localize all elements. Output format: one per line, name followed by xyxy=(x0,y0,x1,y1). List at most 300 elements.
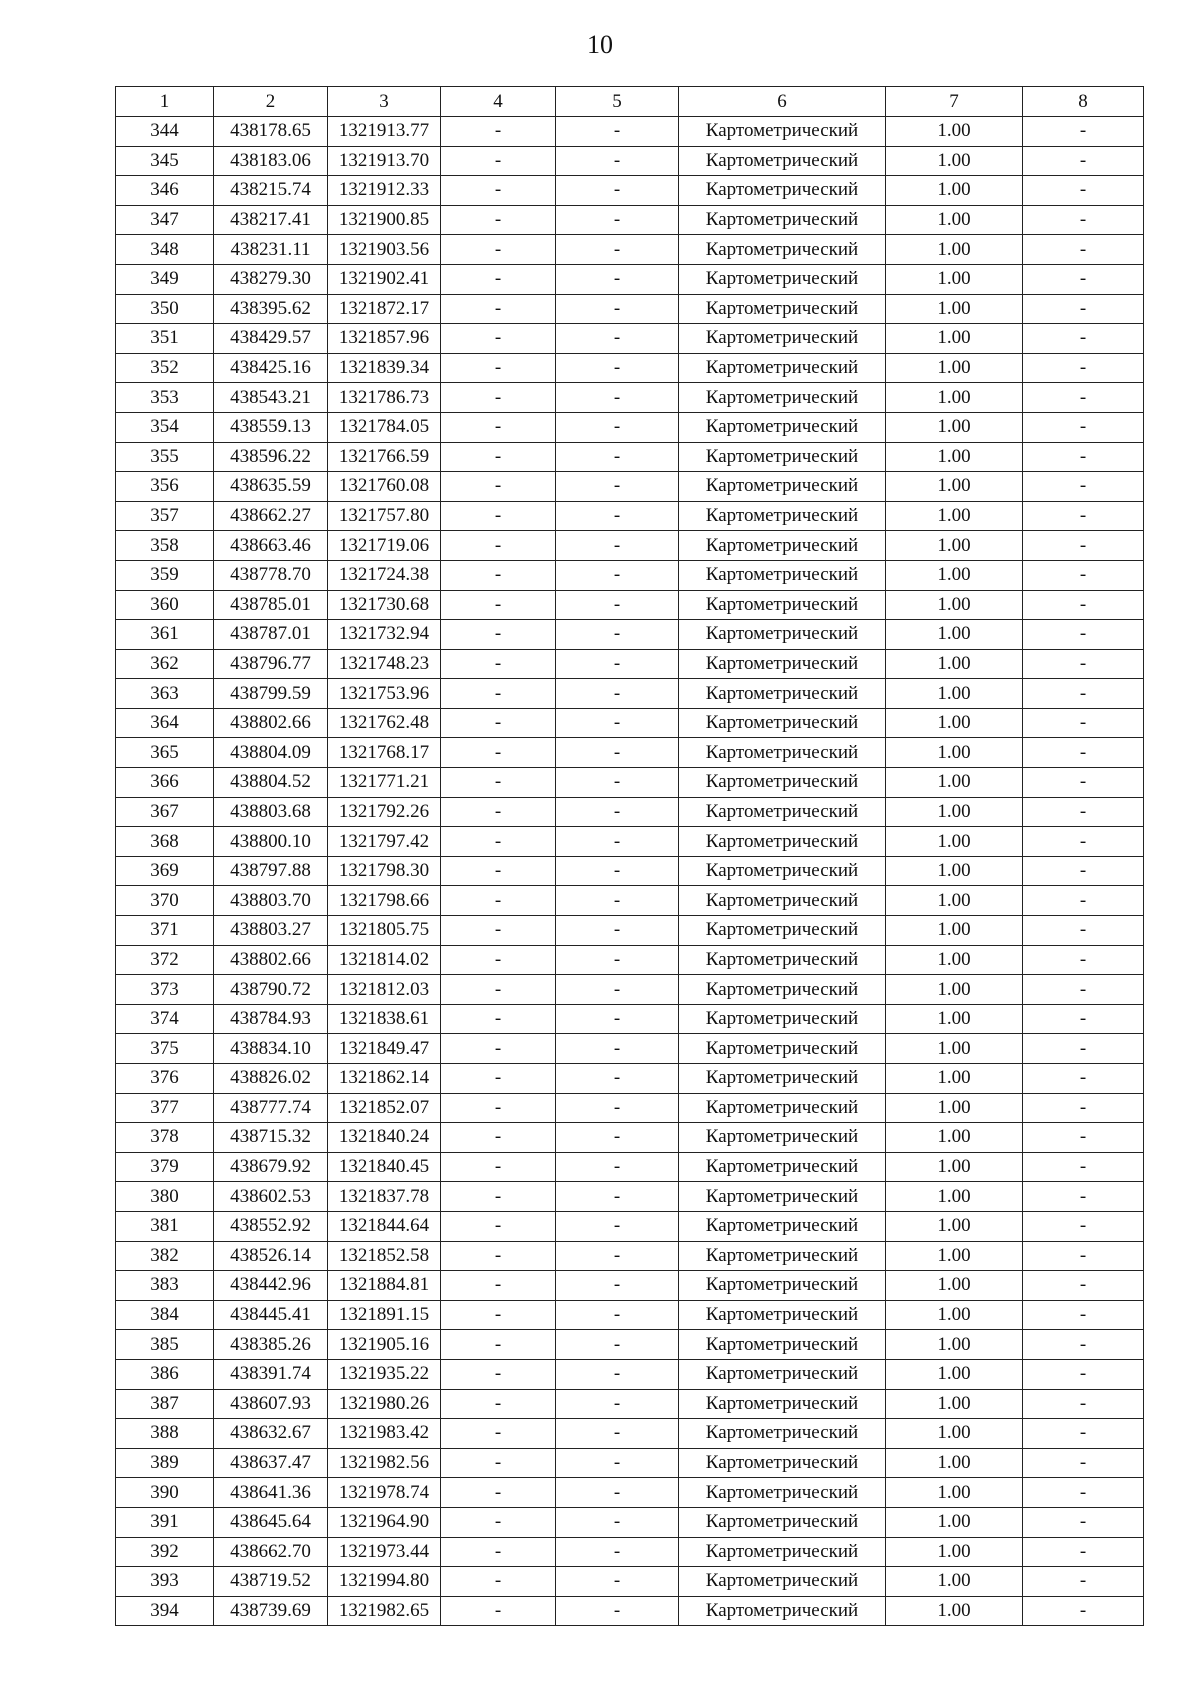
table-row xyxy=(116,353,1144,383)
cell-y-coordinate: 1321912.33 xyxy=(328,176,441,206)
cell-y-coordinate: 1321935.22 xyxy=(328,1359,441,1389)
cell-point-number: 369 xyxy=(116,856,214,886)
cell-y-coordinate: 1321792.26 xyxy=(328,797,441,827)
cell-col-5: - xyxy=(556,649,679,679)
cell-col-5: - xyxy=(556,442,679,472)
cell-col-8: - xyxy=(1023,117,1144,147)
cell-x-coordinate: 438217.41 xyxy=(214,205,328,235)
cell-accuracy: 1.00 xyxy=(886,1567,1023,1597)
cell-col-8: - xyxy=(1023,1241,1144,1271)
cell-method: Картометрический xyxy=(679,294,886,324)
cell-accuracy: 1.00 xyxy=(886,146,1023,176)
cell-accuracy: 1.00 xyxy=(886,1389,1023,1419)
table-row xyxy=(116,708,1144,738)
cell-col-5: - xyxy=(556,1389,679,1419)
cell-x-coordinate: 438279.30 xyxy=(214,264,328,294)
cell-method: Картометрический xyxy=(679,1211,886,1241)
cell-y-coordinate: 1321964.90 xyxy=(328,1507,441,1537)
table-row xyxy=(116,1211,1144,1241)
cell-col-5: - xyxy=(556,1448,679,1478)
cell-point-number: 344 xyxy=(116,117,214,147)
cell-point-number: 391 xyxy=(116,1507,214,1537)
cell-col-8: - xyxy=(1023,1034,1144,1064)
cell-y-coordinate: 1321840.24 xyxy=(328,1123,441,1153)
cell-point-number: 349 xyxy=(116,264,214,294)
cell-col-8: - xyxy=(1023,738,1144,768)
cell-y-coordinate: 1321884.81 xyxy=(328,1271,441,1301)
cell-x-coordinate: 438445.41 xyxy=(214,1300,328,1330)
cell-x-coordinate: 438778.70 xyxy=(214,560,328,590)
cell-accuracy: 1.00 xyxy=(886,886,1023,916)
cell-y-coordinate: 1321732.94 xyxy=(328,620,441,650)
cell-point-number: 364 xyxy=(116,708,214,738)
cell-x-coordinate: 438802.66 xyxy=(214,708,328,738)
cell-col-8: - xyxy=(1023,353,1144,383)
table-row xyxy=(116,501,1144,531)
cell-col-4: - xyxy=(441,1123,556,1153)
cell-method: Картометрический xyxy=(679,1241,886,1271)
cell-accuracy: 1.00 xyxy=(886,975,1023,1005)
cell-point-number: 381 xyxy=(116,1211,214,1241)
cell-x-coordinate: 438804.09 xyxy=(214,738,328,768)
cell-col-8: - xyxy=(1023,1448,1144,1478)
cell-x-coordinate: 438800.10 xyxy=(214,827,328,857)
cell-y-coordinate: 1321839.34 xyxy=(328,353,441,383)
cell-accuracy: 1.00 xyxy=(886,827,1023,857)
cell-accuracy: 1.00 xyxy=(886,856,1023,886)
table-row xyxy=(116,205,1144,235)
cell-method: Картометрический xyxy=(679,1478,886,1508)
cell-method: Картометрический xyxy=(679,1596,886,1626)
cell-accuracy: 1.00 xyxy=(886,1241,1023,1271)
cell-col-5: - xyxy=(556,1241,679,1271)
cell-col-8: - xyxy=(1023,590,1144,620)
table-row xyxy=(116,1241,1144,1271)
cell-col-5: - xyxy=(556,117,679,147)
cell-method: Картометрический xyxy=(679,442,886,472)
cell-y-coordinate: 1321797.42 xyxy=(328,827,441,857)
table-row xyxy=(116,117,1144,147)
cell-col-8: - xyxy=(1023,531,1144,561)
cell-col-5: - xyxy=(556,472,679,502)
cell-col-4: - xyxy=(441,856,556,886)
cell-point-number: 361 xyxy=(116,620,214,650)
cell-x-coordinate: 438385.26 xyxy=(214,1330,328,1360)
table-row xyxy=(116,649,1144,679)
cell-col-4: - xyxy=(441,442,556,472)
cell-y-coordinate: 1321784.05 xyxy=(328,412,441,442)
cell-accuracy: 1.00 xyxy=(886,176,1023,206)
cell-x-coordinate: 438787.01 xyxy=(214,620,328,650)
cell-y-coordinate: 1321872.17 xyxy=(328,294,441,324)
cell-col-8: - xyxy=(1023,768,1144,798)
cell-accuracy: 1.00 xyxy=(886,590,1023,620)
cell-y-coordinate: 1321730.68 xyxy=(328,590,441,620)
cell-y-coordinate: 1321983.42 xyxy=(328,1419,441,1449)
table-header-row xyxy=(116,87,1144,117)
cell-col-4: - xyxy=(441,1064,556,1094)
cell-col-4: - xyxy=(441,353,556,383)
cell-method: Картометрический xyxy=(679,383,886,413)
cell-y-coordinate: 1321852.58 xyxy=(328,1241,441,1271)
cell-x-coordinate: 438739.69 xyxy=(214,1596,328,1626)
cell-col-5: - xyxy=(556,324,679,354)
cell-point-number: 348 xyxy=(116,235,214,265)
cell-col-8: - xyxy=(1023,1182,1144,1212)
cell-y-coordinate: 1321973.44 xyxy=(328,1537,441,1567)
cell-col-5: - xyxy=(556,1330,679,1360)
table-row xyxy=(116,1330,1144,1360)
cell-col-4: - xyxy=(441,294,556,324)
table-row xyxy=(116,383,1144,413)
cell-col-5: - xyxy=(556,856,679,886)
cell-col-4: - xyxy=(441,649,556,679)
cell-x-coordinate: 438662.70 xyxy=(214,1537,328,1567)
cell-method: Картометрический xyxy=(679,768,886,798)
cell-col-5: - xyxy=(556,1359,679,1389)
cell-col-8: - xyxy=(1023,1152,1144,1182)
cell-y-coordinate: 1321900.85 xyxy=(328,205,441,235)
cell-col-8: - xyxy=(1023,886,1144,916)
cell-method: Картометрический xyxy=(679,1419,886,1449)
cell-method: Картометрический xyxy=(679,1537,886,1567)
cell-x-coordinate: 438442.96 xyxy=(214,1271,328,1301)
cell-method: Картометрический xyxy=(679,1123,886,1153)
cell-method: Картометрический xyxy=(679,797,886,827)
table-row xyxy=(116,146,1144,176)
cell-method: Картометрический xyxy=(679,1004,886,1034)
cell-x-coordinate: 438826.02 xyxy=(214,1064,328,1094)
cell-point-number: 363 xyxy=(116,679,214,709)
cell-y-coordinate: 1321902.41 xyxy=(328,264,441,294)
cell-accuracy: 1.00 xyxy=(886,1507,1023,1537)
table-row xyxy=(116,1507,1144,1537)
table-row xyxy=(116,1004,1144,1034)
cell-y-coordinate: 1321757.80 xyxy=(328,501,441,531)
cell-point-number: 383 xyxy=(116,1271,214,1301)
table-row xyxy=(116,1093,1144,1123)
cell-point-number: 390 xyxy=(116,1478,214,1508)
cell-col-5: - xyxy=(556,1537,679,1567)
cell-col-5: - xyxy=(556,1123,679,1153)
cell-point-number: 377 xyxy=(116,1093,214,1123)
cell-col-8: - xyxy=(1023,1567,1144,1597)
cell-col-5: - xyxy=(556,1567,679,1597)
cell-x-coordinate: 438635.59 xyxy=(214,472,328,502)
cell-col-5: - xyxy=(556,560,679,590)
cell-col-8: - xyxy=(1023,294,1144,324)
cell-point-number: 362 xyxy=(116,649,214,679)
cell-col-5: - xyxy=(556,975,679,1005)
cell-accuracy: 1.00 xyxy=(886,1359,1023,1389)
cell-y-coordinate: 1321978.74 xyxy=(328,1478,441,1508)
cell-y-coordinate: 1321753.96 xyxy=(328,679,441,709)
cell-point-number: 373 xyxy=(116,975,214,1005)
cell-point-number: 367 xyxy=(116,797,214,827)
cell-point-number: 370 xyxy=(116,886,214,916)
cell-y-coordinate: 1321768.17 xyxy=(328,738,441,768)
cell-point-number: 358 xyxy=(116,531,214,561)
cell-col-4: - xyxy=(441,472,556,502)
cell-accuracy: 1.00 xyxy=(886,738,1023,768)
cell-col-5: - xyxy=(556,1300,679,1330)
cell-x-coordinate: 438178.65 xyxy=(214,117,328,147)
column-header-1: 1 xyxy=(116,87,214,117)
table-row xyxy=(116,1567,1144,1597)
cell-method: Картометрический xyxy=(679,649,886,679)
cell-col-5: - xyxy=(556,1182,679,1212)
cell-col-4: - xyxy=(441,1093,556,1123)
cell-y-coordinate: 1321786.73 xyxy=(328,383,441,413)
cell-y-coordinate: 1321814.02 xyxy=(328,945,441,975)
cell-col-4: - xyxy=(441,412,556,442)
cell-col-8: - xyxy=(1023,235,1144,265)
cell-accuracy: 1.00 xyxy=(886,1004,1023,1034)
cell-y-coordinate: 1321852.07 xyxy=(328,1093,441,1123)
cell-point-number: 385 xyxy=(116,1330,214,1360)
cell-accuracy: 1.00 xyxy=(886,117,1023,147)
cell-col-4: - xyxy=(441,1507,556,1537)
table-row xyxy=(116,264,1144,294)
cell-accuracy: 1.00 xyxy=(886,1271,1023,1301)
cell-method: Картометрический xyxy=(679,738,886,768)
cell-accuracy: 1.00 xyxy=(886,1211,1023,1241)
cell-point-number: 387 xyxy=(116,1389,214,1419)
cell-point-number: 371 xyxy=(116,916,214,946)
cell-col-5: - xyxy=(556,1271,679,1301)
cell-col-4: - xyxy=(441,383,556,413)
cell-y-coordinate: 1321724.38 xyxy=(328,560,441,590)
cell-col-4: - xyxy=(441,738,556,768)
cell-method: Картометрический xyxy=(679,1507,886,1537)
table-row xyxy=(116,560,1144,590)
cell-col-4: - xyxy=(441,1211,556,1241)
cell-point-number: 353 xyxy=(116,383,214,413)
cell-col-8: - xyxy=(1023,1093,1144,1123)
cell-accuracy: 1.00 xyxy=(886,1537,1023,1567)
cell-col-8: - xyxy=(1023,856,1144,886)
cell-x-coordinate: 438796.77 xyxy=(214,649,328,679)
table-row xyxy=(116,1064,1144,1094)
cell-col-4: - xyxy=(441,1596,556,1626)
cell-point-number: 355 xyxy=(116,442,214,472)
cell-col-8: - xyxy=(1023,1359,1144,1389)
cell-col-4: - xyxy=(441,1537,556,1567)
cell-y-coordinate: 1321857.96 xyxy=(328,324,441,354)
table-row xyxy=(116,1596,1144,1626)
cell-point-number: 350 xyxy=(116,294,214,324)
cell-x-coordinate: 438663.46 xyxy=(214,531,328,561)
cell-method: Картометрический xyxy=(679,117,886,147)
cell-col-8: - xyxy=(1023,1507,1144,1537)
cell-y-coordinate: 1321840.45 xyxy=(328,1152,441,1182)
cell-col-8: - xyxy=(1023,1330,1144,1360)
cell-x-coordinate: 438552.92 xyxy=(214,1211,328,1241)
cell-col-8: - xyxy=(1023,1064,1144,1094)
cell-col-5: - xyxy=(556,294,679,324)
cell-method: Картометрический xyxy=(679,1359,886,1389)
table-row xyxy=(116,886,1144,916)
table-row xyxy=(116,916,1144,946)
cell-col-5: - xyxy=(556,1596,679,1626)
cell-y-coordinate: 1321771.21 xyxy=(328,768,441,798)
cell-accuracy: 1.00 xyxy=(886,679,1023,709)
cell-point-number: 351 xyxy=(116,324,214,354)
cell-method: Картометрический xyxy=(679,916,886,946)
cell-y-coordinate: 1321798.66 xyxy=(328,886,441,916)
table-row xyxy=(116,620,1144,650)
table-body xyxy=(116,117,1144,1626)
cell-x-coordinate: 438803.27 xyxy=(214,916,328,946)
cell-accuracy: 1.00 xyxy=(886,1419,1023,1449)
cell-y-coordinate: 1321805.75 xyxy=(328,916,441,946)
cell-x-coordinate: 438802.66 xyxy=(214,945,328,975)
cell-x-coordinate: 438679.92 xyxy=(214,1152,328,1182)
cell-accuracy: 1.00 xyxy=(886,1034,1023,1064)
cell-y-coordinate: 1321719.06 xyxy=(328,531,441,561)
cell-col-4: - xyxy=(441,176,556,206)
table-row xyxy=(116,1478,1144,1508)
cell-col-5: - xyxy=(556,353,679,383)
cell-col-8: - xyxy=(1023,205,1144,235)
cell-method: Картометрический xyxy=(679,1300,886,1330)
cell-col-4: - xyxy=(441,1567,556,1597)
cell-col-4: - xyxy=(441,560,556,590)
cell-method: Картометрический xyxy=(679,560,886,590)
cell-x-coordinate: 438543.21 xyxy=(214,383,328,413)
cell-point-number: 384 xyxy=(116,1300,214,1330)
cell-col-5: - xyxy=(556,1093,679,1123)
cell-point-number: 394 xyxy=(116,1596,214,1626)
cell-accuracy: 1.00 xyxy=(886,916,1023,946)
cell-y-coordinate: 1321837.78 xyxy=(328,1182,441,1212)
cell-col-4: - xyxy=(441,501,556,531)
cell-col-5: - xyxy=(556,738,679,768)
cell-x-coordinate: 438834.10 xyxy=(214,1034,328,1064)
cell-point-number: 378 xyxy=(116,1123,214,1153)
cell-point-number: 357 xyxy=(116,501,214,531)
table-row xyxy=(116,1271,1144,1301)
cell-x-coordinate: 438790.72 xyxy=(214,975,328,1005)
cell-method: Картометрический xyxy=(679,975,886,1005)
cell-x-coordinate: 438602.53 xyxy=(214,1182,328,1212)
cell-point-number: 372 xyxy=(116,945,214,975)
cell-col-4: - xyxy=(441,768,556,798)
cell-col-5: - xyxy=(556,1152,679,1182)
cell-col-5: - xyxy=(556,1419,679,1449)
cell-accuracy: 1.00 xyxy=(886,1300,1023,1330)
cell-col-8: - xyxy=(1023,176,1144,206)
cell-x-coordinate: 438797.88 xyxy=(214,856,328,886)
cell-col-4: - xyxy=(441,531,556,561)
cell-method: Картометрический xyxy=(679,1182,886,1212)
cell-x-coordinate: 438526.14 xyxy=(214,1241,328,1271)
cell-col-8: - xyxy=(1023,472,1144,502)
cell-col-4: - xyxy=(441,146,556,176)
cell-x-coordinate: 438799.59 xyxy=(214,679,328,709)
cell-method: Картометрический xyxy=(679,679,886,709)
cell-method: Картометрический xyxy=(679,205,886,235)
cell-accuracy: 1.00 xyxy=(886,1596,1023,1626)
column-header-7: 7 xyxy=(886,87,1023,117)
cell-col-5: - xyxy=(556,620,679,650)
cell-col-8: - xyxy=(1023,1537,1144,1567)
cell-col-5: - xyxy=(556,590,679,620)
cell-y-coordinate: 1321760.08 xyxy=(328,472,441,502)
table-row xyxy=(116,1123,1144,1153)
cell-col-4: - xyxy=(441,264,556,294)
cell-col-5: - xyxy=(556,383,679,413)
cell-y-coordinate: 1321849.47 xyxy=(328,1034,441,1064)
cell-x-coordinate: 438715.32 xyxy=(214,1123,328,1153)
cell-accuracy: 1.00 xyxy=(886,472,1023,502)
cell-x-coordinate: 438784.93 xyxy=(214,1004,328,1034)
cell-accuracy: 1.00 xyxy=(886,294,1023,324)
table-row xyxy=(116,1448,1144,1478)
cell-y-coordinate: 1321905.16 xyxy=(328,1330,441,1360)
cell-x-coordinate: 438719.52 xyxy=(214,1567,328,1597)
cell-method: Картометрический xyxy=(679,856,886,886)
cell-x-coordinate: 438215.74 xyxy=(214,176,328,206)
cell-col-5: - xyxy=(556,205,679,235)
cell-point-number: 380 xyxy=(116,1182,214,1212)
cell-x-coordinate: 438785.01 xyxy=(214,590,328,620)
cell-col-4: - xyxy=(441,916,556,946)
cell-col-4: - xyxy=(441,975,556,1005)
cell-x-coordinate: 438559.13 xyxy=(214,412,328,442)
cell-method: Картометрический xyxy=(679,146,886,176)
cell-col-4: - xyxy=(441,1300,556,1330)
cell-point-number: 346 xyxy=(116,176,214,206)
cell-col-5: - xyxy=(556,797,679,827)
table-row xyxy=(116,856,1144,886)
cell-point-number: 352 xyxy=(116,353,214,383)
cell-col-5: - xyxy=(556,1004,679,1034)
cell-point-number: 392 xyxy=(116,1537,214,1567)
cell-method: Картометрический xyxy=(679,590,886,620)
cell-x-coordinate: 438183.06 xyxy=(214,146,328,176)
cell-x-coordinate: 438231.11 xyxy=(214,235,328,265)
cell-col-5: - xyxy=(556,1211,679,1241)
cell-col-8: - xyxy=(1023,1596,1144,1626)
cell-method: Картометрический xyxy=(679,412,886,442)
cell-col-4: - xyxy=(441,590,556,620)
column-header-2: 2 xyxy=(214,87,328,117)
table-row xyxy=(116,442,1144,472)
cell-point-number: 359 xyxy=(116,560,214,590)
cell-method: Картометрический xyxy=(679,324,886,354)
table-row xyxy=(116,531,1144,561)
cell-method: Картометрический xyxy=(679,472,886,502)
cell-col-5: - xyxy=(556,679,679,709)
cell-col-4: - xyxy=(441,1034,556,1064)
table-row xyxy=(116,324,1144,354)
cell-col-8: - xyxy=(1023,945,1144,975)
table-row xyxy=(116,1152,1144,1182)
cell-accuracy: 1.00 xyxy=(886,768,1023,798)
cell-col-8: - xyxy=(1023,1389,1144,1419)
cell-col-8: - xyxy=(1023,708,1144,738)
cell-point-number: 360 xyxy=(116,590,214,620)
table-row xyxy=(116,768,1144,798)
cell-col-8: - xyxy=(1023,324,1144,354)
cell-x-coordinate: 438637.47 xyxy=(214,1448,328,1478)
cell-point-number: 365 xyxy=(116,738,214,768)
cell-method: Картометрический xyxy=(679,1389,886,1419)
cell-method: Картометрический xyxy=(679,827,886,857)
cell-x-coordinate: 438641.36 xyxy=(214,1478,328,1508)
column-header-5: 5 xyxy=(556,87,679,117)
